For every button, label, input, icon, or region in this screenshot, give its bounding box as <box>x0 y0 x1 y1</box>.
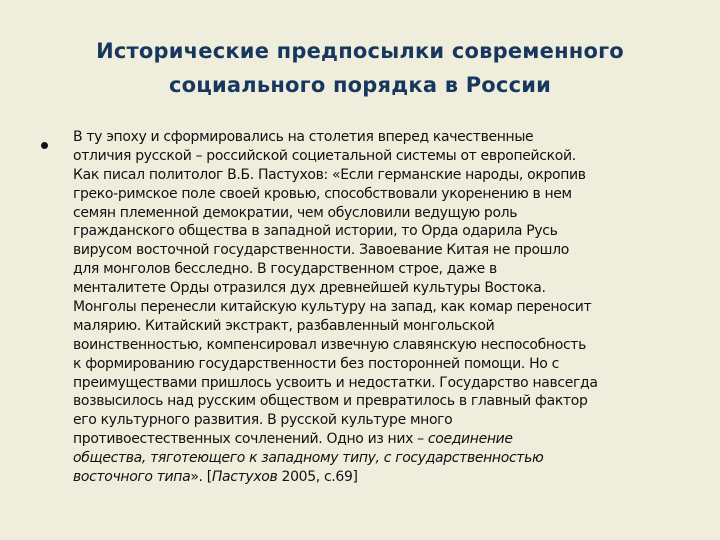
paragraph-line: его культурного развития. В русской культуре много <box>73 412 453 429</box>
paragraph-line: вирусом восточной государственности. Завоевание Китая не прошло <box>73 242 569 259</box>
paragraph-text: ». [ <box>190 469 212 486</box>
paragraph-line: преимуществами пришлось усвоить и недостатки. Государство навсегда <box>73 374 598 391</box>
citation-author: Пастухов <box>211 469 278 486</box>
paragraph-line: семян племенной демократии, чем обусловили ведущую роль <box>73 204 518 221</box>
paragraph-line: возвысилось над русским обществом и превратилось в главный фактор <box>73 393 588 410</box>
slide-title <box>30 34 690 102</box>
paragraph-text: противоестественных сочленений. Одно из них – <box>73 431 428 448</box>
paragraph-line: для монголов бесследно. В государственном строе, даже в <box>73 261 497 278</box>
bullet-paragraph <box>73 128 703 487</box>
paragraph-line: В ту эпоху и сформировались на столетия вперед качественные <box>73 129 534 145</box>
paragraph-line: Монголы перенесли китайскую культуру на запад, как комар переносит <box>73 299 592 316</box>
slide-title-line-2: социального порядка в России <box>168 73 552 97</box>
paragraph-line: отличия русской – российской социетальной системы от европейской. <box>73 147 576 164</box>
paragraph-line <box>73 430 703 449</box>
paragraph-line: греко-римское поле своей кровью, способствовали укоренению в нем <box>73 185 572 202</box>
paragraph-line: Как писал политолог В.Б. Пастухов: «Если германские народы, окропив <box>73 166 586 183</box>
italic-quote-text: соединение <box>427 431 513 448</box>
bullet-dot-icon <box>41 142 48 149</box>
italic-quote-text: восточного типа <box>73 469 191 486</box>
citation-source: 2005, с.69] <box>277 469 358 486</box>
paragraph-line: к формированию государственности без посторонней помощи. Но с <box>73 355 559 372</box>
paragraph-line: гражданского общества в западной истории, то Орда одарила Русь <box>73 223 558 240</box>
slide-title-line-1: Исторические предпосылки современного <box>96 39 624 63</box>
paragraph-line <box>73 468 703 487</box>
paragraph-line: менталитете Орды отразился дух древнейшей культуры Востока. <box>73 280 546 297</box>
paragraph-line: малярию. Китайский экстракт, разбавленный монгольской <box>73 317 495 334</box>
paragraph-line: воинственностью, компенсировал извечную славянскую неспособность <box>73 336 587 353</box>
paragraph-line: общества, тяготеющего к западному типу, с государственностью <box>73 450 544 467</box>
